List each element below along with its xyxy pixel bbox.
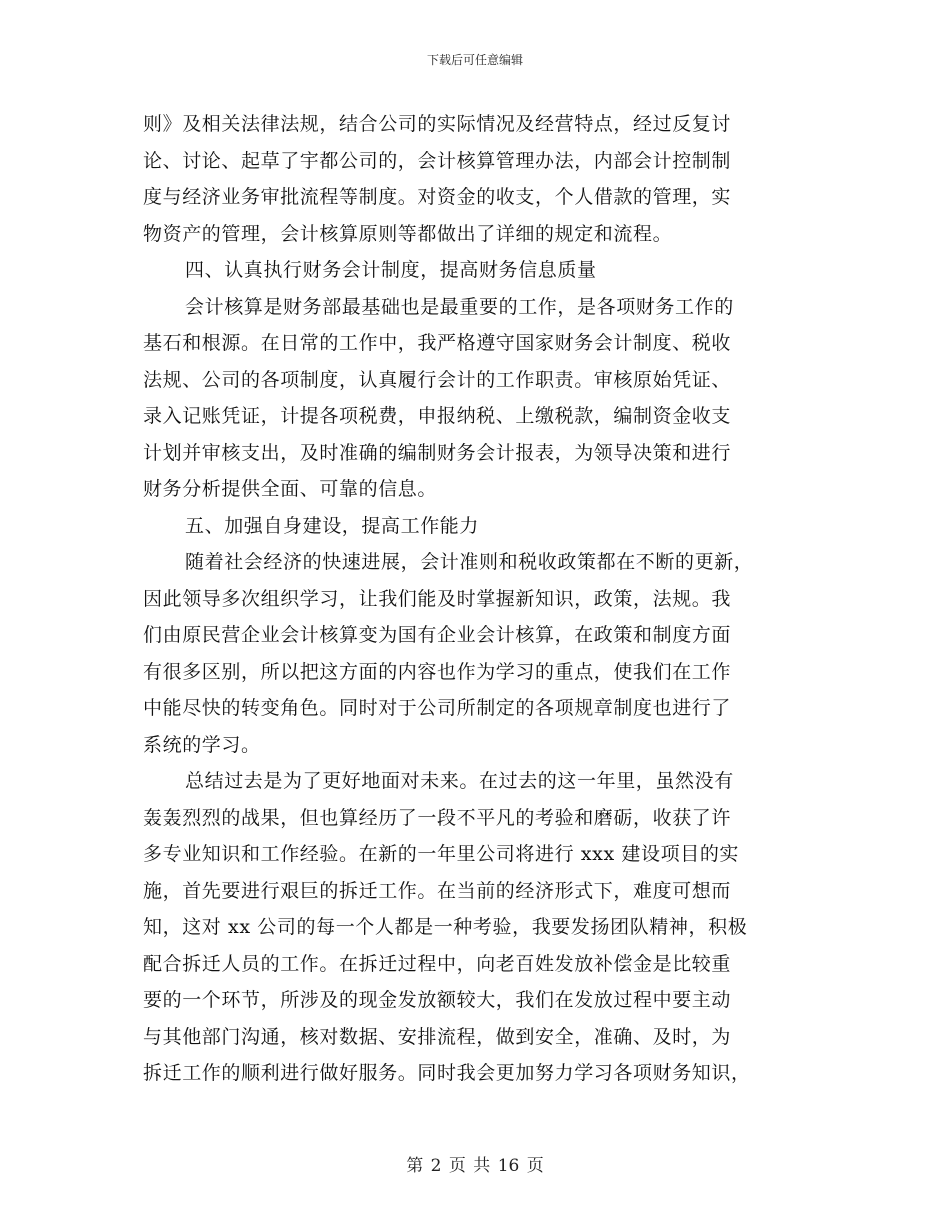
- text-line: 配合拆迁人员的工作。在拆迁过程中，向老百姓发放补偿金是比较重: [143, 952, 732, 975]
- text-line: 多专业知识和工作经验。在新的一年里公司将进行 xxx 建设项目的实: [143, 843, 740, 865]
- text-line: 度与经济业务审批流程等制度。对资金的收支，个人借款的管理，实: [143, 186, 732, 208]
- text-line: 论、讨论、起草了宇都公司的，会计核算管理办法，内部会计控制制: [143, 149, 732, 172]
- text-line: 系统的学习。: [143, 733, 261, 756]
- document-body: [143, 106, 803, 1092]
- text-line: 基石和根源。在日常的工作中，我严格遵守国家财务会计制度、税收: [143, 332, 732, 354]
- text-line: 随着社会经济的快速进展，会计准则和税收政策都在不断的更新，: [185, 551, 754, 573]
- text-line: 知，这对 xx 公司的每一个人都是一种考验，我要发扬团队精神，积极: [143, 916, 748, 938]
- text-line: 中能尽快的转变角色。同时对于公司所制定的各项规章制度也进行了: [143, 697, 732, 719]
- text-line: 会计核算是财务部最基础也是最重要的工作，是各项财务工作的: [185, 295, 734, 318]
- section-heading: 四、认真执行财务会计制度，提高财务信息质量: [185, 259, 597, 281]
- text-line: 则》及相关法律法规，结合公司的实际情况及经营特点，经过反复讨: [143, 113, 732, 135]
- text-line: 轰轰烈烈的战果，但也算经历了一段不平凡的考验和磨砺，收获了许: [143, 806, 732, 829]
- page-number: 第 2 页 共 16 页: [406, 1156, 544, 1176]
- text-line: 录入记账凭证，计提各项税费，申报纳税、上缴税款，编制资金收支: [143, 405, 732, 427]
- page-header: 下载后可任意编辑: [426, 53, 523, 67]
- text-line: 们由原民营企业会计核算变为国有企业会计核算，在政策和制度方面: [143, 624, 732, 646]
- text-line: 与其他部门沟通，核对数据、安排流程，做到安全，准确、及时，为: [143, 1025, 732, 1048]
- text-line: 财务分析提供全面、可靠的信息。: [143, 478, 438, 500]
- text-line: 法规、公司的各项制度，认真履行会计的工作职责。审核原始凭证、: [143, 368, 732, 391]
- text-line: 有很多区别，所以把这方面的内容也作为学习的重点，使我们在工作: [143, 660, 732, 683]
- text-line: 要的一个环节，所涉及的现金发放额较大，我们在发放过程中要主动: [143, 989, 732, 1011]
- text-line: 计划并审核支出，及时准确的编制财务会计报表，为领导决策和进行: [143, 441, 732, 464]
- text-line: 因此领导多次组织学习，让我们能及时掌握新知识，政策，法规。我: [143, 587, 732, 610]
- text-line: 物资产的管理，会计核算原则等都做出了详细的规定和流程。: [143, 222, 673, 245]
- section-heading: 五、加强自身建设，提高工作能力: [185, 514, 480, 537]
- text-line: 施，首先要进行艰巨的拆迁工作。在当前的经济形式下，难度可想而: [143, 879, 732, 902]
- text-line: 总结过去是为了更好地面对未来。在过去的这一年里，虽然没有: [185, 770, 734, 792]
- text-line: 拆迁工作的顺利进行做好服务。同时我会更加努力学习各项财务知识，: [143, 1062, 751, 1084]
